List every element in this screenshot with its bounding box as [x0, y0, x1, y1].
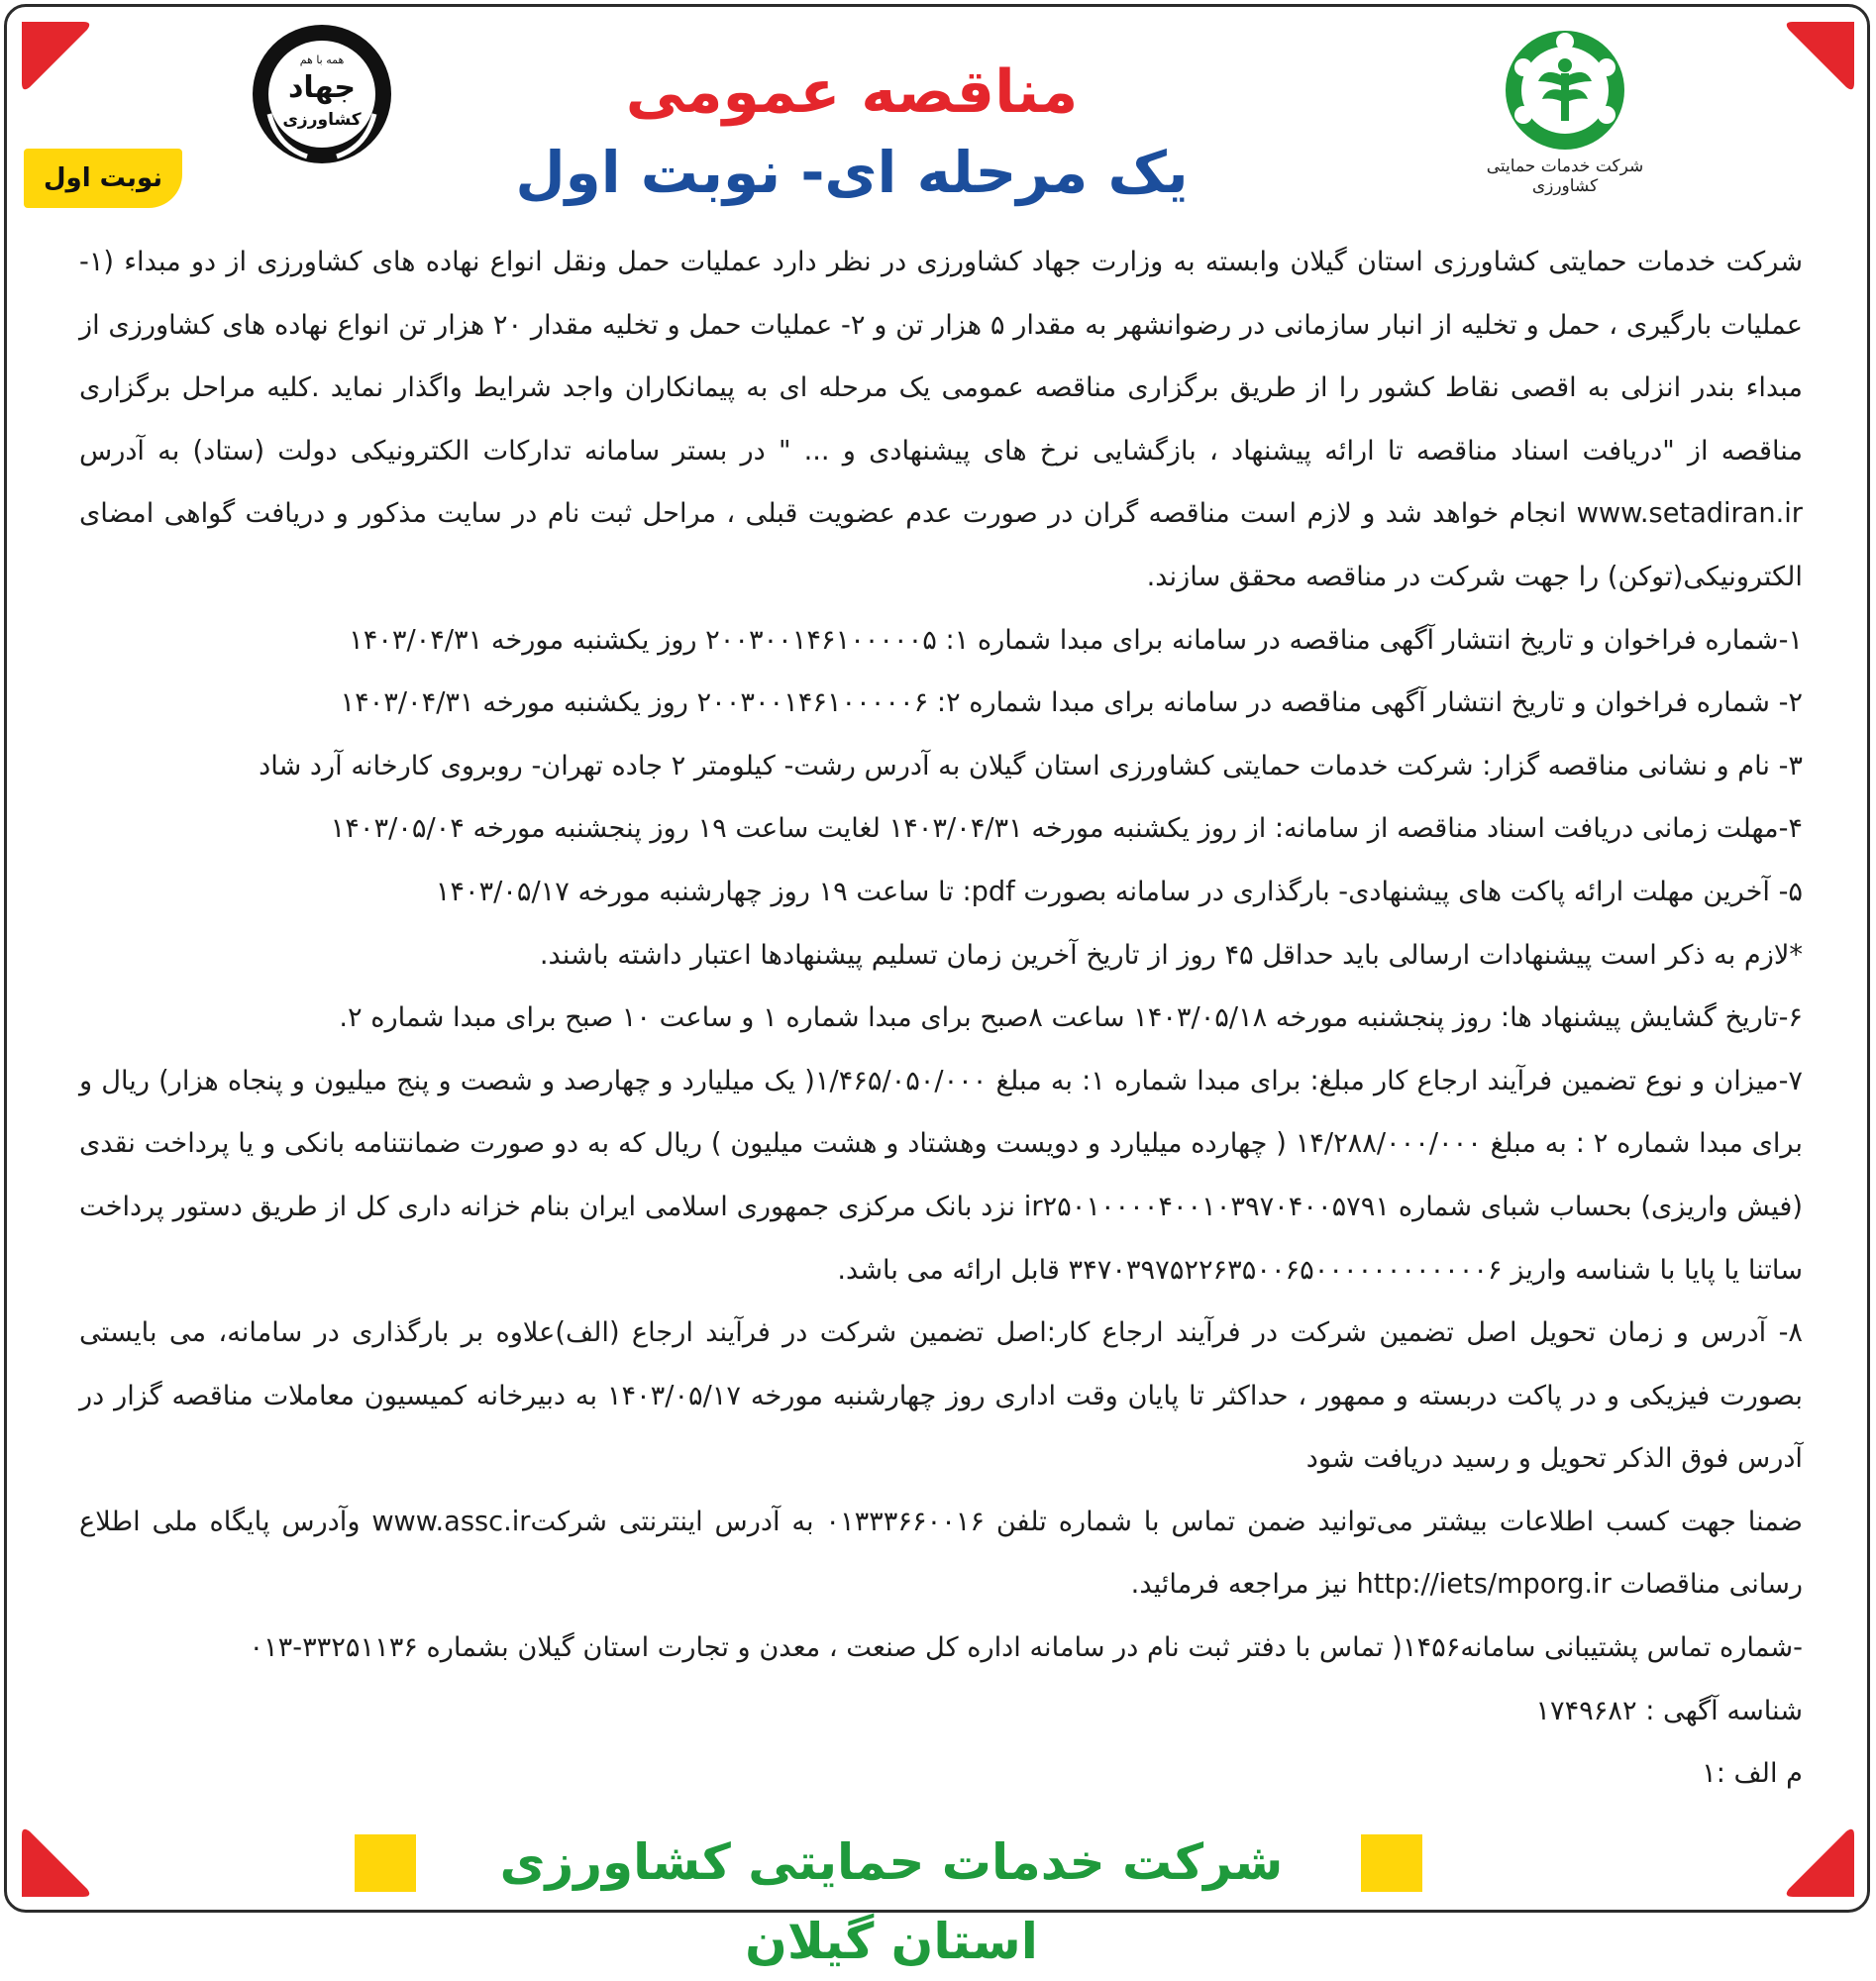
jahad-keshavarzi-logo	[248, 20, 396, 168]
item-5: ۵- آخرین مهلت ارائه پاکت های پیشنهادی- بارگذاری در سامانه بصورت pdf: تا ساعت ۱۹ روز چهارشنبه مورخه ۱۴۰۳/۰۵/۱۷	[435, 876, 1803, 907]
footer	[0, 1823, 1876, 1970]
logo-left-top-text: همه با هم	[299, 53, 345, 66]
logo-left-bottom-text: کشاورزی	[282, 110, 362, 130]
footer-company-name: شرکت خدمات حمایتی کشاورزی استان گیلان	[499, 1833, 1284, 1970]
item-6: ۶-تاریخ گشایش پیشنهاد ها: روز پنجشنبه مورخه ۱۴۰۳/۰۵/۱۸ ساعت ۸صبح برای مبدا شماره ۱ و ساعت ۱۰ صبح برای مبدا شماره ۲.	[339, 1002, 1803, 1034]
item-8: ۸- آدرس و زمان تحویل اصل تضمین شرکت در فرآیند ارجاع کار:اصل تضمین شرکت در فرآیند ارجاع (الف)علاوه بر بارگذاری در سامانه، می بایستی بصورت فیزیکی و در پاکت دربسته و ممهور ، حداکثر تا پایان وقت اداری روز چهارشنبه مورخه ۱۴۰۳/۰۵/۱۷ به دبیرخانه کمیسیون معاملات مناقصه گزار در آدرس فوق الذکر تحویل و رسید دریافت شود	[79, 1317, 1803, 1475]
page-subtitle: یک مرحله ای- نوبت اول	[515, 139, 1189, 206]
page-title: مناقصه عمومی	[625, 57, 1079, 127]
logo-left-main-text: جهاد	[287, 70, 357, 105]
company-emblem-icon	[1501, 26, 1629, 155]
company-logo-caption: شرکت خدمات حمایتی کشاورزی	[1486, 156, 1644, 196]
item-7: ۷-میزان و نوع تضمین فرآیند ارجاع کار مبلغ: برای مبدا شماره ۱: به مبلغ ۱/۴۶۵/۰۵۰/۰۰۰( یک میلیارد و چهارصد و شصت و پنج میلیون و پنجاه هزار) ریال و برای مبدا شماره ۲ : به مبلغ ۱۴/۲۸۸/۰۰۰/۰۰۰ ( چهارده میلیارد و دویست وهشتاد و هشت میلیون ) ریال که به دو صورت ضمانتنامه بانکی و یا پرداخت نقدی (فیش واریزی) بحساب شبای شماره ir۲۵۰۱۰۰۰۰۴۰۰۱۰۳۹۷۰۴۰۰۵۷۹۱ نزد بانک مرکزی جمهوری اسلامی ایران بنام خزانه داری کل از طریق دستور پرداخت ساتنا یا پایا با شناسه واریز ۳۴۷۰۳۹۷۵۲۲۶۳۵۰۰۶۵۰۰۰۰۰۰۰۰۰۰۰۰۶ قابل ارائه می باشد.	[79, 1065, 1804, 1286]
item-3: ۳- نام و نشانی مناقصه گزار: شرکت خدمات حمایتی کشاورزی استان گیلان به آدرس رشت- کیلومتر ۲ جاده تهران- روبروی کارخانه آرد شاد	[259, 750, 1803, 782]
item-2: ۲- شماره فراخوان و تاریخ انتشار آگهی مناقصه در سامانه برای مبدا شماره ۲: ۲۰۰۳۰۰۱۴۶۱۰۰۰۰۰۶ روز یکشنبه مورخه ۱۴۰۳/۰۴/۳۱	[340, 687, 1803, 719]
announcement-body	[79, 231, 1803, 1806]
item-4: ۴-مهلت زمانی دریافت اسناد مناقصه از سامانه: از روز یکشنبه مورخه ۱۴۰۳/۰۴/۳۱ لغایت ساعت ۱۹ روز پنجشنبه مورخه ۱۴۰۳/۰۵/۰۴	[330, 813, 1803, 845]
contact-paragraph: ضمنا جهت کسب اطلاعات بیشتر می‌توانید ضمن تماس با شماره تلفن ۰۱۳۳۳۶۶۰۰۱۶ به آدرس اینترنتی شرکتwww.assc.ir وآدرس پایگاه ملی اطلاع رسانی مناقصات http://iets/mporg.ir نیز مراجعه فرمائید.	[79, 1506, 1803, 1601]
ad-id: شناسه آگهی : ۱۷۴۹۶۸۲	[1535, 1695, 1803, 1726]
footer-square-right	[1361, 1834, 1422, 1892]
footer-square-left	[355, 1834, 416, 1892]
corner-decoration-top-left	[14, 14, 109, 109]
corner-decoration-top-right	[1767, 14, 1862, 109]
round-badge-label: نوبت اول	[43, 163, 163, 193]
validity-note: *لازم به ذکر است پیشنهادات ارسالی باید حداقل ۴۵ روز از تاریخ آخرین زمان تسلیم پیشنهادها اعتبار داشته باشند.	[539, 939, 1803, 971]
support-paragraph: -شماره تماس پشتیبانی سامانه۱۴۵۶( تماس با دفتر ثبت نام در سامانه اداره کل صنعت ، معدن و تجارت استان گیلان بشماره ۳۳۲۵۱۱۳۶-۰۱۳	[249, 1632, 1803, 1664]
mim-alef: م الف :۱	[1702, 1758, 1803, 1790]
intro-paragraph: شرکت خدمات حمایتی کشاورزی استان گیلان وابسته به وزارت جهاد کشاورزی در نظر دارد عملیات حمل ونقل انواع نهاده های کشاورزی از دو مبداء (۱- عملیات بارگیری ، حمل و تخلیه از انبار سازمانی در رضوانشهر به مقدار ۵ هزار تن و ۲- عملیات حمل و تخلیه مقدار ۲۰ هزار تن انواع نهاده های کشاورزی از مبداء بندر انزلی به اقصی نقاط کشور را از طریق برگزاری مناقصه عمومی یک مرحله ای به پیمانکاران واجد شرایط واگذار نماید .کلیه مراحل برگزاری مناقصه از "دریافت اسناد مناقصه تا ارائه پیشنهاد ، بازگشایی نرخ های پیشنهادی و ... " در بستر سامانه تدارکات الکترونیکی دولت (ستاد) به آدرس www.setadiran.ir انجام خواهد شد و لازم است مناقصه گران در صورت عدم عضویت قبلی ، مراحل ثبت نام در سایت مذکور و دریافت گواهی امضای الکترونیکی(توکن) را جهت شرکت در مناقصه محقق سازند.	[79, 247, 1803, 592]
round-badge	[24, 149, 182, 208]
item-1: ۱-شماره فراخوان و تاریخ انتشار آگهی مناقصه در سامانه برای مبدا شماره ۱: ۲۰۰۳۰۰۱۴۶۱۰۰۰۰۰۵ روز یکشنبه مورخه ۱۴۰۳/۰۴/۳۱	[349, 624, 1803, 656]
company-logo	[1466, 26, 1664, 194]
